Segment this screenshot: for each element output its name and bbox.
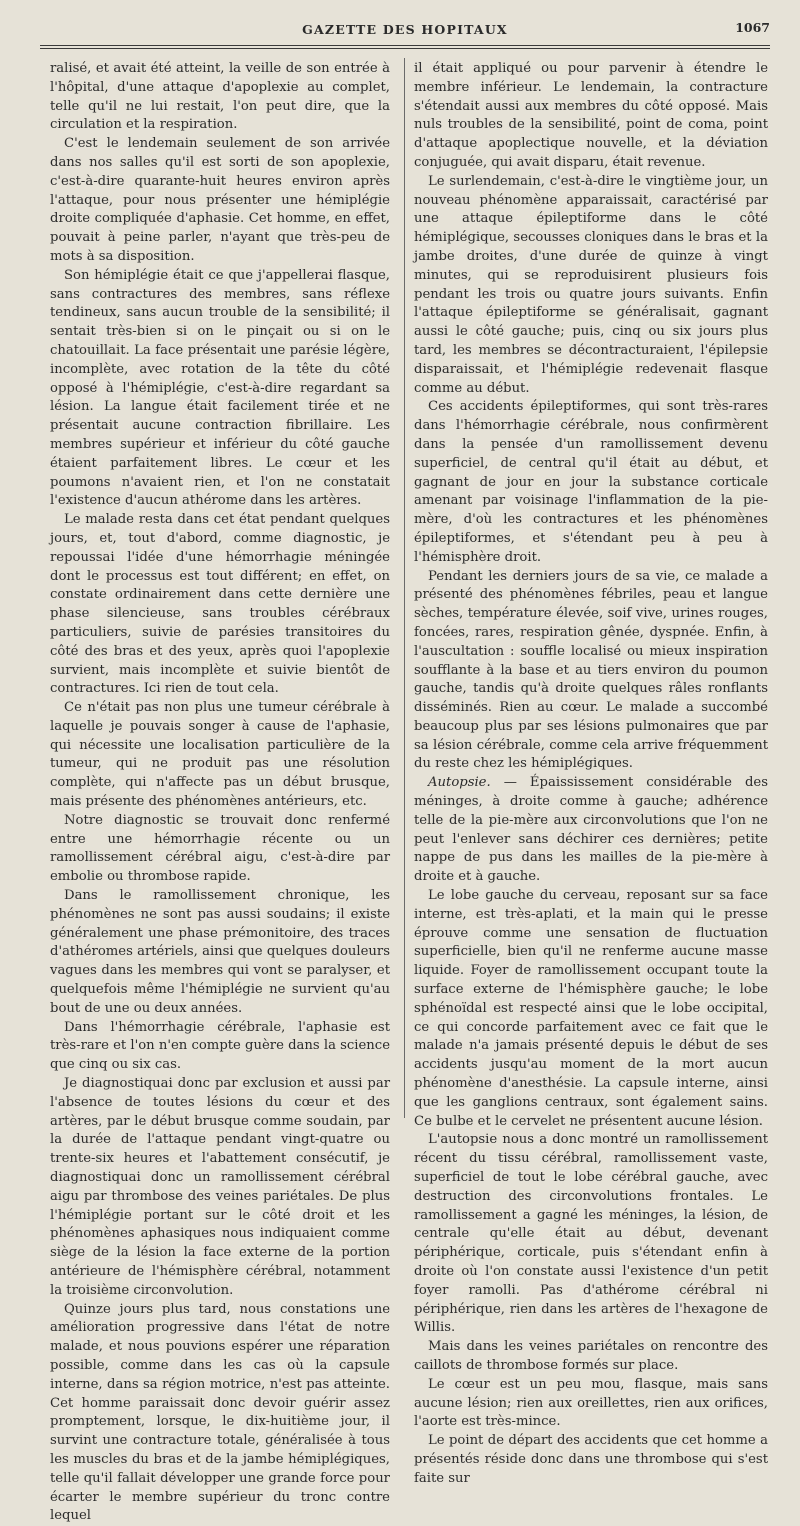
paragraph: L'autopsie nous a donc montré un ramollissement récent du tissu cérébral, ramollissement vaste, superficiel de tout le lobe cérébral gauche, avec destruction des circonvolutions frontales. Le ramollissement a gagné les méninges, la lésion, de centrale qu'elle était au début, devenant périphérique, corticale, puis s'étendant enfin à droite où l'on constate aussi l'existence d'un petit foyer ramolli. Pas d'athérome cérébral ni périphérique, rien dans les artères de l'hexagone de Willis. bbox=[414, 1132, 768, 1336]
paragraph: Dans l'hémorrhagie cérébrale, l'aphasie est très-rare et l'on n'en compte guère dans la science que cinq ou six cas. bbox=[50, 1019, 390, 1073]
paragraph: Autopsie. — Épaississement considérable des méninges, à droite comme à gauche; adhérence telle de la pie-mère aux circonvolutions que l'on ne peut l'enlever sans déchirer ces dernières; petite nappe de pus dans les mailles de la pie-mère à droite et à gauche. bbox=[414, 775, 768, 885]
paragraph: il était appliqué ou pour parvenir à étendre le membre inférieur. Le lendemain, la contracture s'étendait aussi aux membres du côté opposé. Mais nuls troubles de la sensibilité, point de coma, point d'attaque apoplectique nouvelle, et la déviation conjuguée, qui avait disparu, était revenue. bbox=[414, 61, 768, 170]
paragraph: ralisé, et avait été atteint, la veille de son entrée à l'hôpital, d'une attaque d'apoplexie au complet, telle qu'il ne lui restait, l'on peut dire, que la circulation et la respiration. bbox=[50, 61, 390, 133]
column-divider bbox=[404, 58, 405, 1118]
paragraph: Le malade resta dans cet état pendant quelques jours, et, tout d'abord, comme diagnostic, je repoussai l'idée d'une hémorrhagie méningée dont le processus est tout différent; en effet, on constate ordinairement dans cette dernière une phase silencieuse, sans troubles cérébraux particuliers, suivie de parésies transitoires du côté des bras et des yeux, après quoi l'apoplexie survient, mais incomplète et suivie bientôt de contractures. Ici rien de tout cela. bbox=[50, 512, 390, 697]
left-column bbox=[50, 60, 390, 1526]
paragraph: C'est le lendemain seulement de son arrivée dans nos salles qu'il est sorti de son apoplexie, c'est-à-dire quarante-huit heures environ après l'attaque, pour nous présenter une hémiplégie droite compliquée d'aphasie. Cet homme, en effet, pouvait à peine parler, n'ayant que très-peu de mots à sa disposition. bbox=[50, 136, 390, 264]
paragraph: Son hémiplégie était ce que j'appellerai flasque, sans contractures des membres, sans réflexe tendineux, sans aucun trouble de la sensibilité; il sentait très-bien si on le pinçait ou si on le chatouillait. La face présentait une parésie légère, incomplète, avec rotation de la tête du côté opposé à l'hémiplégie, c'est-à-dire regardant sa lésion. La langue était facilement tirée et ne présentait aucune contraction fibrillaire. Les membres supérieur et inférieur du côté gauche étaient parfaitement libres. Le cœur et les poumons n'avaient rien, et l'on ne constatait l'existence d'aucun athérome dans les artères. bbox=[50, 267, 390, 509]
paragraph: Notre diagnostic se trouvait donc renfermé entre une hémorrhagie récente ou un ramollissement cérébral aigu, c'est-à-dire par embolie ou thrombose rapide. bbox=[50, 812, 390, 885]
paragraph: Ces accidents épileptiformes, qui sont très-rares dans l'hémorrhagie cérébrale, nous confirmèrent dans la pensée d'un ramollissement devenu superficiel, de central qu'il était au début, et gagnant de jour en jour la substance corticale amenant par voisinage l'inflammation de la pie-mère, d'où les contractures et les phénomènes épileptiformes, et s'étendant peu à peu à l'hémisphère droit. bbox=[414, 399, 768, 565]
page-header bbox=[40, 20, 770, 44]
paragraph: Le lobe gauche du cerveau, reposant sur sa face interne, est très-aplati, et la main qui le presse éprouve comme une sensation de fluctuation superficielle, bien qu'il ne renferme aucune masse liquide. Foyer de ramollissement occupant toute la surface externe de l'hémisphère gauche; le lobe sphénoïdal est respecté ainsi que le lobe occipital, ce qui concorde parfaitement avec ce fait que le malade n'a jamais présenté depuis le début de ses accidents jusqu'au moment de la mort aucun phénomène d'anesthésie. La capsule interne, ainsi que les ganglions centraux, sont également sains. Ce bulbe et le cervelet ne présentent aucune lésion. bbox=[414, 888, 768, 1129]
paragraph: Mais dans les veines pariétales on rencontre des caillots de thrombose formés sur place. bbox=[414, 1339, 768, 1373]
header-rule-top bbox=[40, 45, 770, 46]
paragraph: Je diagnostiquai donc par exclusion et aussi par l'absence de toutes lésions du cœur et des artères, par le début brusque comme soudain, par la durée de l'attaque pendant vingt-quatre ou trente-six heures et l'abattement consécutif, je diagnostiquai donc un ramollissement cérébral aigu par thrombose des veines pariétales. De plus l'hémiplégie portant sur le côté droit et les phénomènes aphasiques nous indiquaient comme siège de la lésion la face externe de la portion antérieure de l'hémisphère cérébral, notamment la troisième circonvolution. bbox=[50, 1076, 390, 1298]
header-rule-bottom bbox=[40, 48, 770, 49]
page-number: 1067 bbox=[735, 20, 770, 35]
journal-title: GAZETTE DES HOPITAUX bbox=[302, 22, 508, 37]
autopsie-heading: Autopsie. bbox=[428, 775, 491, 791]
right-column bbox=[414, 60, 768, 1489]
paragraph: Dans le ramollissement chronique, les phénomènes ne sont pas aussi soudains; il existe généralement une phase prémonitoire, des traces d'athéromes artériels, ainsi que quelques douleurs vagues dans les membres qui vont se paralyser, et quelquefois même l'hémiplégie ne survient qu'au bout de une ou deux années. bbox=[50, 888, 390, 1016]
paragraph: Le cœur est un peu mou, flasque, mais sans aucune lésion; rien aux oreillettes, rien aux orifices, l'aorte est très-mince. bbox=[414, 1376, 768, 1430]
paragraph: Le point de départ des accidents que cet homme a présentés réside donc dans une thrombose qui s'est faite sur bbox=[414, 1433, 768, 1486]
paragraph: Ce n'était pas non plus une tumeur cérébrale à laquelle je pouvais songer à cause de l'aphasie, qui nécessite une localisation particulière de la tumeur, qui ne produit pas une résolution complète, qui n'affecte pas un début brusque, mais présente des phénomènes antérieurs, etc. bbox=[50, 700, 390, 810]
paragraph: Le surlendemain, c'est-à-dire le vingtième jour, un nouveau phénomène apparaissait, caractérisé par une attaque épileptiforme dans le côté hémiplégique, secousses cloniques dans le bras et la jambe droites, d'une durée de quinze à vingt minutes, qui se reproduisirent plusieurs fois pendant les trois ou quatre jours suivants. Enfin l'attaque épileptiforme se généralisait, gagnant aussi le côté gauche; puis, cinq ou six jours plus tard, les membres se décontracturaient, l'épilepsie disparaissait, et l'hémiplégie redevenait flasque comme au début. bbox=[414, 173, 768, 396]
paragraph: Pendant les derniers jours de sa vie, ce malade a présenté des phénomènes fébriles, peau et langue sèches, température élevée, soif vive, urines rouges, foncées, rares, respiration gênée, dyspnée. Enfin, à l'auscultation : souffle localisé ou mieux inspiration soufflante à la base et au tiers environ du poumon gauche, tandis qu'à droite quelques râles ronflants disséminés. Rien au cœur. Le malade a succombé beaucoup plus par ses lésions pulmonaires que par sa lésion cérébrale, comme cela arrive fréquemment du reste chez les hémiplégiques. bbox=[414, 568, 768, 772]
paragraph: Quinze jours plus tard, nous constations une amélioration progressive dans l'état de notre malade, et nous pouvions espérer une réparation possible, comme dans les cas où la capsule interne, dans sa région motrice, n'est pas atteinte. Cet homme paraissait donc devoir guérir assez promptement, lorsque, le dix-huitième jour, il survint une contracture totale, généralisée à tous les muscles du bras et de la jambe hémiplégiques, telle qu'il fallait développer une grande force pour écarter le membre supérieur du tronc contre lequel bbox=[50, 1301, 390, 1524]
